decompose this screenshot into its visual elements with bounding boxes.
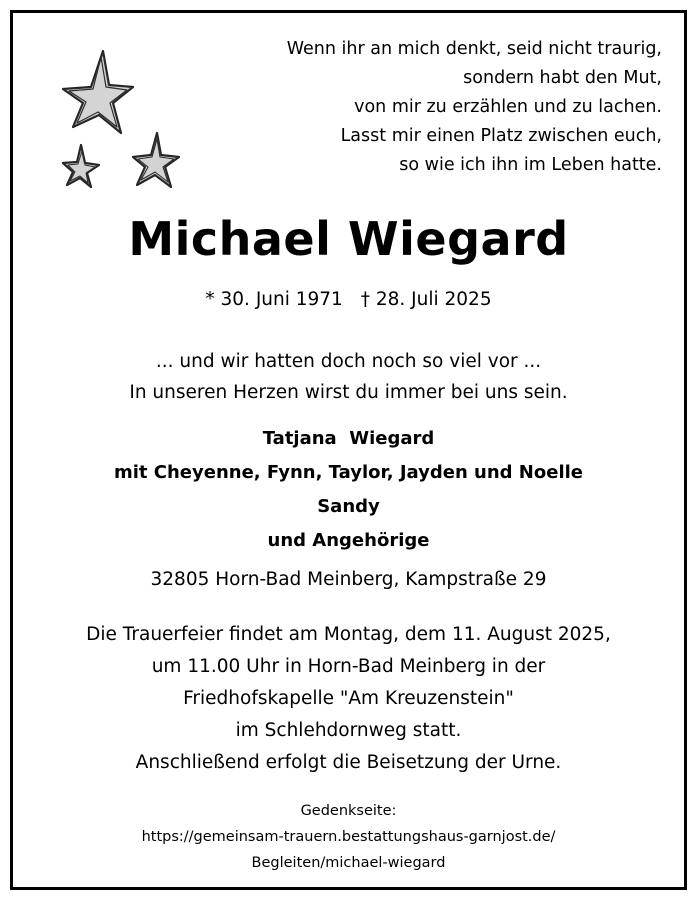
- mourner-line: Tatjana Wiegard: [262, 428, 435, 449]
- poem-line: Lasst mir einen Platz zwischen euch,: [340, 126, 662, 146]
- deceased-name: Michael Wiegard: [128, 212, 569, 266]
- mourner-line: Sandy: [317, 496, 380, 517]
- poem-line: so wie ich ihn im Leben hatte.: [399, 155, 662, 175]
- service-line: Friedhofskapelle "Am Kreuzenstein": [183, 688, 514, 709]
- memorial-page: [13, 798, 684, 876]
- farewell-quote: [13, 346, 684, 408]
- poem-line: sondern habt den Mut,: [463, 68, 662, 88]
- memorial-link-continued[interactable]: Begleiten/michael-wiegard: [251, 855, 446, 871]
- service-line: Die Trauerfeier findet am Montag, dem 11. August 2025,: [86, 624, 611, 645]
- mourners: [13, 422, 684, 558]
- poem-line: von mir zu erzählen und zu lachen.: [354, 97, 662, 117]
- life-dates: [13, 287, 684, 313]
- service-line: im Schlehdornweg statt.: [235, 720, 462, 741]
- service-info: [13, 619, 684, 779]
- memorial-label: Gedenkseite:: [300, 803, 397, 819]
- death-date: † 28. Juli 2025: [360, 289, 492, 310]
- poem-line: Wenn ihr an mich denkt, seid nicht traurig,: [286, 39, 662, 59]
- poem: [182, 35, 662, 180]
- service-line: Anschließend erfolgt die Beisetzung der Urne.: [135, 752, 562, 773]
- obituary-notice: [10, 10, 687, 890]
- address: 32805 Horn-Bad Meinberg, Kampstraße 29: [150, 569, 547, 590]
- memorial-link[interactable]: https://gemeinsam-trauern.bestattungshaus-garnjost.de/: [141, 829, 556, 845]
- quote-line: ... und wir hatten doch noch so viel vor ...: [155, 351, 542, 372]
- mourner-line: und Angehörige: [267, 530, 430, 551]
- birth-date: * 30. Juni 1971: [205, 289, 343, 310]
- service-line: um 11.00 Uhr in Horn-Bad Meinberg in der: [151, 656, 546, 677]
- quote-line: In unseren Herzen wirst du immer bei uns sein.: [129, 382, 568, 403]
- mourner-line: mit Cheyenne, Fynn, Taylor, Jayden und Noelle: [113, 462, 583, 483]
- stars-icon: [37, 41, 197, 201]
